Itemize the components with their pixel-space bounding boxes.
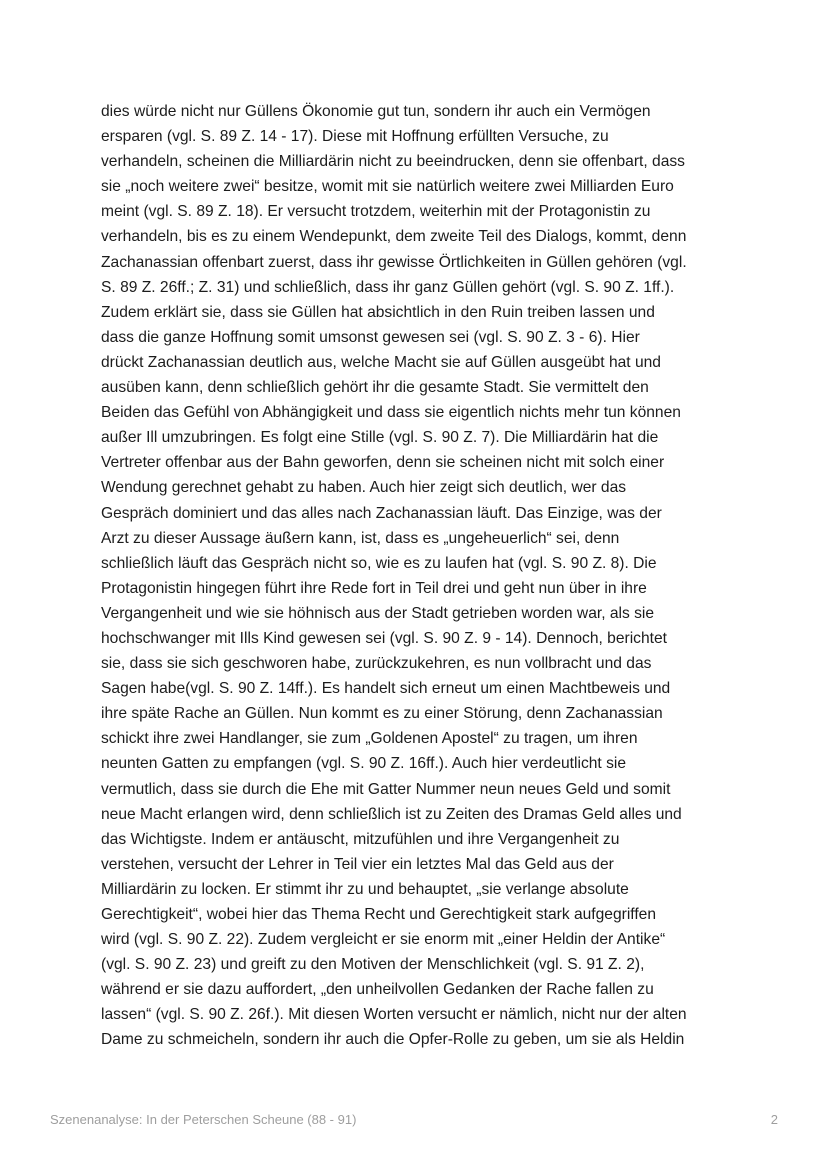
body-paragraph <box>101 99 741 1053</box>
text-line: ersparen (vgl. S. 89 Z. 14 - 17). Diese mit Hoffnung erfüllten Versuche, zu <box>101 128 609 146</box>
text-line: S. 89 Z. 26ff.; Z. 31) und schließlich, dass ihr ganz Güllen gehört (vgl. S. 90 Z. 1ff.). <box>101 278 675 296</box>
text-line: Zachanassian offenbart zuerst, dass ihr gewisse Örtlichkeiten in Güllen gehören (vgl. <box>101 253 687 271</box>
text-line: Protagonistin hingegen führt ihre Rede fort in Teil drei und geht nun über in ihre <box>101 579 647 597</box>
text-line: verstehen, versucht der Lehrer in Teil vier ein letztes Mal das Geld aus der <box>101 855 614 873</box>
text-line: drückt Zachanassian deutlich aus, welche Macht sie auf Güllen ausgeübt hat und <box>101 353 661 371</box>
text-line: Vergangenheit und wie sie höhnisch aus der Stadt getrieben worden war, als sie <box>101 604 655 622</box>
text-line: Arzt zu dieser Aussage äußern kann, ist, dass es „ungeheuerlich“ sei, denn <box>101 529 620 547</box>
text-line: Wendung gerechnet gehabt zu haben. Auch hier zeigt sich deutlich, wer das <box>101 479 627 497</box>
text-line: Milliardärin zu locken. Er stimmt ihr zu und behauptet, „sie verlange absolute <box>101 880 629 898</box>
text-line: Gespräch dominiert und das alles nach Zachanassian läuft. Das Einzige, was der <box>101 504 662 522</box>
text-line: dass die ganze Hoffnung somit umsonst gewesen sei (vgl. S. 90 Z. 3 - 6). Hier <box>101 328 640 346</box>
text-line: ausüben kann, denn schließlich gehört ihr die gesamte Stadt. Sie vermittelt den <box>101 379 649 397</box>
text-line: Beiden das Gefühl von Abhängigkeit und dass sie eigentlich nichts mehr tun können <box>101 404 681 422</box>
text-line: sie, dass sie sich geschworen habe, zurückzukehren, es nun vollbracht und das <box>101 655 652 673</box>
text-line: Dame zu schmeicheln, sondern ihr auch die Opfer-Rolle zu geben, um sie als Heldin <box>101 1031 685 1049</box>
text-line: hochschwanger mit Ills Kind gewesen sei (vgl. S. 90 Z. 9 - 14). Dennoch, berichtet <box>101 629 667 647</box>
text-line: meint (vgl. S. 89 Z. 18). Er versucht trotzdem, weiterhin mit der Protagonistin zu <box>101 203 651 221</box>
text-line: dies würde nicht nur Güllens Ökonomie gut tun, sondern ihr auch ein Vermögen <box>101 103 651 120</box>
page-number: 2 <box>770 1112 778 1127</box>
text-line: vermutlich, dass sie durch die Ehe mit Gatter Nummer neun neues Geld und somit <box>101 780 671 798</box>
text-line: wird (vgl. S. 90 Z. 22). Zudem vergleicht er sie enorm mit „einer Heldin der Antike“ <box>101 931 666 949</box>
text-line: außer Ill umzubringen. Es folgt eine Stille (vgl. S. 90 Z. 7). Die Milliardärin hat die <box>101 429 659 447</box>
text-line: Sagen habe(vgl. S. 90 Z. 14ff.). Es handelt sich erneut um einen Machtbeweis und <box>101 680 671 698</box>
text-line: verhandeln, bis es zu einem Wendepunkt, dem zweite Teil des Dialogs, kommt, denn <box>101 228 687 246</box>
text-line: während er sie dazu auffordert, „den unheilvollen Gedanken der Rache fallen zu <box>101 981 654 999</box>
text-line: Gerechtigkeit“, wobei hier das Thema Recht und Gerechtigkeit stark aufgegriffen <box>101 906 657 923</box>
text-line: neue Macht erlangen wird, denn schließlich ist zu Zeiten des Dramas Geld alles und <box>101 805 682 823</box>
text-line: sie „noch weitere zwei“ besitze, womit mit sie natürlich weitere zwei Milliarden Euro <box>101 178 674 196</box>
text-line: neunten Gatten zu empfangen (vgl. S. 90 Z. 16ff.). Auch hier verdeutlicht sie <box>101 755 627 773</box>
text-line: schickt ihre zwei Handlanger, sie zum „Goldenen Apostel“ zu tragen, um ihren <box>101 730 638 748</box>
text-line: schließlich läuft das Gespräch nicht so, wie es zu laufen hat (vgl. S. 90 Z. 8). Die <box>101 554 657 572</box>
page-footer <box>50 1111 778 1129</box>
text-line: verhandeln, scheinen die Milliardärin nicht zu beeindrucken, denn sie offenbart, dass <box>101 153 685 171</box>
footer-title: Szenenanalyse: In der Peterschen Scheune (88 - 91) <box>50 1112 357 1127</box>
text-line: Zudem erklärt sie, dass sie Güllen hat absichtlich in den Ruin treiben lassen und <box>101 303 655 321</box>
text-line: ihre späte Rache an Güllen. Nun kommt es zu einer Störung, denn Zachanassian <box>101 705 663 723</box>
text-line: lassen“ (vgl. S. 90 Z. 26f.). Mit diesen Worten versucht er nämlich, nicht nur der alten <box>101 1006 687 1024</box>
text-line: (vgl. S. 90 Z. 23) und greift zu den Motiven der Menschlichkeit (vgl. S. 91 Z. 2), <box>101 956 645 974</box>
text-line: das Wichtigste. Indem er antäuscht, mitzufühlen und ihre Vergangenheit zu <box>101 830 620 848</box>
text-line: Vertreter offenbar aus der Bahn geworfen, denn sie scheinen nicht mit solch einer <box>101 454 665 472</box>
